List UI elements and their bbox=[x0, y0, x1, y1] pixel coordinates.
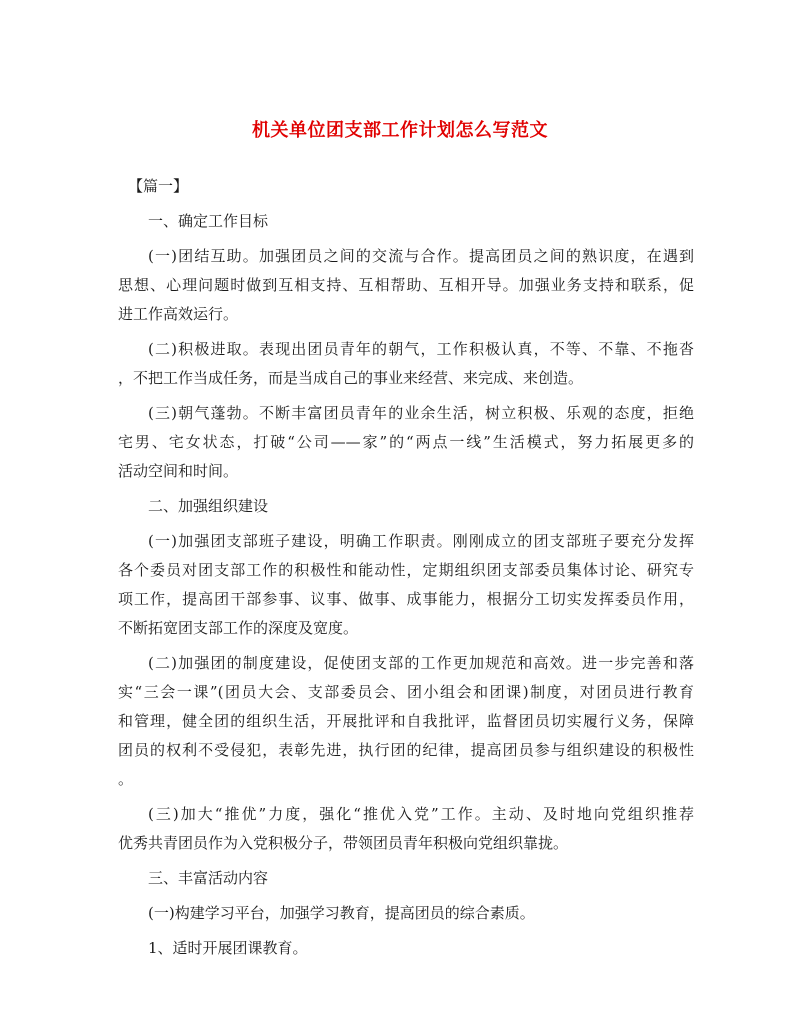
paragraph-line: 活动空间和时间。 bbox=[118, 462, 239, 480]
paragraph-line: (一)团结互助。加强团员之间的交流与合作。提高团员之间的熟识度，在遇到 bbox=[148, 247, 694, 265]
paragraph-line: (一)构建学习平台，加强学习教育，提高团员的综合素质。 bbox=[148, 904, 535, 922]
paragraph-line: 思想、心理问题时做到互相支持、互相帮助、互相开导。加强业务支持和联系，促 bbox=[118, 276, 694, 294]
paragraph-line: (二)加强团的制度建设，促使团支部的工作更加规范和高效。进一步完善和落 bbox=[148, 654, 694, 672]
document-body bbox=[118, 172, 694, 963]
paragraph-line: 和管理，健全团的组织生活，开展批评和自我批评，监督团员切实履行义务，保障 bbox=[118, 712, 694, 730]
heading-1: 一、确定工作目标 bbox=[148, 212, 269, 230]
paragraph-line: (三)朝气蓬勃。不断丰富团员青年的业余生活，树立积极、乐观的态度，拒绝 bbox=[148, 404, 694, 422]
paragraph-line: 宅男、宅女状态，打破“公司——家”的“两点一线”生活模式，努力拓展更多的 bbox=[118, 433, 694, 451]
paragraph-line: 实“三会一课”(团员大会、支部委员会、团小组会和团课)制度，对团员进行教育 bbox=[118, 683, 694, 701]
heading-3: 三、丰富活动内容 bbox=[148, 869, 269, 887]
paragraph-line: 团员的权利不受侵犯，表彰先进，执行团的纪律，提高团员参与组织建设的积极性 bbox=[118, 741, 694, 759]
paragraph-line: (二)积极进取。表现出团员青年的朝气，工作积极认真，不等、不靠、不拖沓 bbox=[148, 340, 694, 358]
paragraph-line: 。 bbox=[118, 770, 134, 788]
paragraph-line: (三)加大“推优”力度，强化“推优入党”工作。主动、及时地向党组织推荐 bbox=[148, 805, 694, 823]
paragraph-line: 项工作，提高团干部参事、议事、做事、成事能力，根据分工切实发挥委员作用， bbox=[118, 590, 694, 608]
paragraph-line: 优秀共青团员作为入党积极分子，带领团员青年积极向党组织靠拢。 bbox=[118, 834, 569, 852]
paragraph-line: (一)加强团支部班子建设，明确工作职责。刚刚成立的团支部班子要充分发挥 bbox=[148, 532, 694, 550]
paragraph-line: 进工作高效运行。 bbox=[118, 305, 239, 323]
section-label: 【篇一】 bbox=[128, 177, 189, 195]
document-title: 机关单位团支部工作计划怎么写范文 bbox=[252, 120, 548, 141]
paragraph-line: 1、适时开展团课教育。 bbox=[148, 939, 308, 957]
paragraph-line: ，不把工作当成任务，而是当成自己的事业来经营、来完成、来创造。 bbox=[118, 369, 584, 387]
heading-2: 二、加强组织建设 bbox=[148, 497, 269, 515]
paragraph-line: 各个委员对团支部工作的积极性和能动性，定期组织团支部委员集体讨论、研究专 bbox=[118, 561, 694, 579]
paragraph-line: 不断拓宽团支部工作的深度及宽度。 bbox=[118, 619, 359, 637]
